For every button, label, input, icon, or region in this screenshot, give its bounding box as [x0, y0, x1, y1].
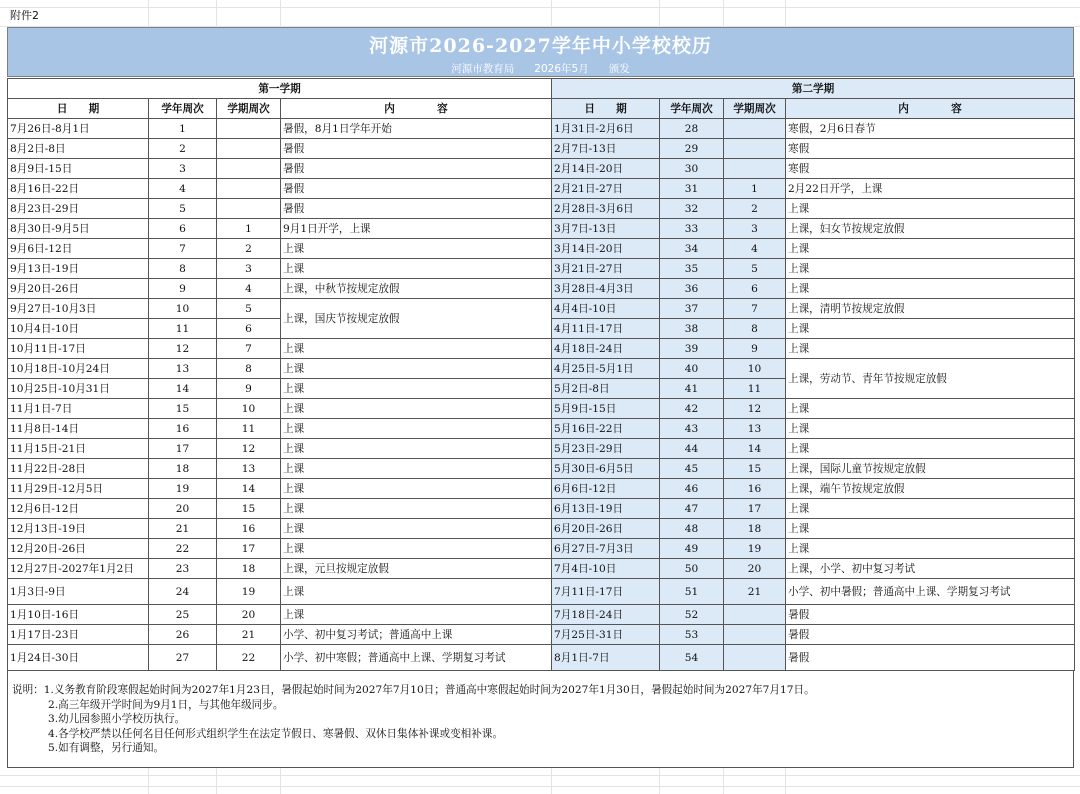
- s1-content-cell: 上课: [281, 499, 552, 519]
- s1-date-cell: 8月23日-29日: [8, 199, 149, 219]
- s1-year-week-cell: 2: [149, 139, 217, 159]
- s1-term-week-cell: [217, 179, 281, 199]
- s1-term-week-cell: 9: [217, 379, 281, 399]
- s1-date-cell: 8月16日-22日: [8, 179, 149, 199]
- table-row: [8, 159, 1075, 179]
- s1-year-week-cell: 4: [149, 179, 217, 199]
- s2-date-cell: 2月14日-20日: [552, 159, 660, 179]
- s1-term-week-cell: 7: [217, 339, 281, 359]
- s1-content-cell: 上课: [281, 439, 552, 459]
- s2-date-cell: 4月11日-17日: [552, 319, 660, 339]
- s1-content-cell: 上课: [281, 419, 552, 439]
- s2-content-cell: 暑假: [786, 645, 1075, 671]
- table-row: [8, 499, 1075, 519]
- note-line: 3.幼儿园参照小学校历执行。: [48, 713, 186, 725]
- s2-term-week-cell: 2: [724, 199, 786, 219]
- s2-date-cell: 4月25日-5月1日: [552, 359, 660, 379]
- s2-content-cell: 上课: [786, 499, 1075, 519]
- s2-date-cell: 5月30日-6月5日: [552, 459, 660, 479]
- s2-year-week-cell: 45: [660, 459, 724, 479]
- s2-year-week-cell: 33: [660, 219, 724, 239]
- s2-term-week-cell: 19: [724, 539, 786, 559]
- s1-date-cell: 10月18日-10月24日: [8, 359, 149, 379]
- semester2-title: 第二学期: [552, 79, 1075, 99]
- s2-content-cell: 上课，端午节按规定放假: [786, 479, 1075, 499]
- s1-content-cell: 9月1日开学，上课: [281, 219, 552, 239]
- s1-year-week-cell: 12: [149, 339, 217, 359]
- s2-content-cell: 上课: [786, 259, 1075, 279]
- s1-date-cell: 7月26日-8月1日: [8, 119, 149, 139]
- s2-date-cell: 5月9日-15日: [552, 399, 660, 419]
- s1-content-cell: 暑假，8月1日学年开始: [281, 119, 552, 139]
- s2-date-cell: 7月4日-10日: [552, 559, 660, 579]
- s2-year-week-cell: 31: [660, 179, 724, 199]
- table-row: [8, 645, 1075, 671]
- s2-year-week-cell: 40: [660, 359, 724, 379]
- table-row: [8, 419, 1075, 439]
- s1-date-cell: 11月15日-21日: [8, 439, 149, 459]
- s2-content-cell: 上课，清明节按规定放假: [786, 299, 1075, 319]
- s1-year-week-cell: 7: [149, 239, 217, 259]
- s2-term-week-cell: 5: [724, 259, 786, 279]
- s2-date-cell: 3月7日-13日: [552, 219, 660, 239]
- s2-content-cell: 上课，国际儿童节按规定放假: [786, 459, 1075, 479]
- s1-term-week-cell: 3: [217, 259, 281, 279]
- table-row: [8, 559, 1075, 579]
- s2-content-cell: 上课，小学、初中复习考试: [786, 559, 1075, 579]
- s2-date-cell: 6月6日-12日: [552, 479, 660, 499]
- calendar-table: [7, 78, 1075, 671]
- s2-term-week-cell: 4: [724, 239, 786, 259]
- s2-date-cell: 8月1日-7日: [552, 645, 660, 671]
- s1-term-week-cell: 13: [217, 459, 281, 479]
- table-row: [8, 579, 1075, 605]
- s2-term-week-cell: 12: [724, 399, 786, 419]
- s2-year-week-cell: 43: [660, 419, 724, 439]
- s2-date-cell: 2月28日-3月6日: [552, 199, 660, 219]
- s2-term-week-cell: [724, 159, 786, 179]
- s1-content-cell: 上课: [281, 605, 552, 625]
- s1-term-week-cell: 2: [217, 239, 281, 259]
- table-row: [8, 239, 1075, 259]
- table-row: [8, 359, 1075, 379]
- s2-date-cell: 4月18日-24日: [552, 339, 660, 359]
- s2-term-week-cell: 6: [724, 279, 786, 299]
- s2-term-week-cell: [724, 139, 786, 159]
- s1-content-cell: 上课: [281, 539, 552, 559]
- table-row: [8, 625, 1075, 645]
- s1-year-week-cell: 5: [149, 199, 217, 219]
- table-row: [8, 479, 1075, 499]
- s2-date-cell: 5月23日-29日: [552, 439, 660, 459]
- s1-year-week-cell: 21: [149, 519, 217, 539]
- s1-term-week-cell: 20: [217, 605, 281, 625]
- s1-term-week-cell: 19: [217, 579, 281, 605]
- s1-year-week-cell: 11: [149, 319, 217, 339]
- s2-year-week-cell: 32: [660, 199, 724, 219]
- s1-term-week-cell: 17: [217, 539, 281, 559]
- s2-year-week-cell: 52: [660, 605, 724, 625]
- s2-year-week-header: 学年周次: [660, 99, 724, 119]
- s1-content-cell: 上课: [281, 579, 552, 605]
- s2-date-cell: 6月27日-7月3日: [552, 539, 660, 559]
- s1-date-cell: 9月6日-12日: [8, 239, 149, 259]
- s1-year-week-cell: 26: [149, 625, 217, 645]
- s2-year-week-cell: 44: [660, 439, 724, 459]
- s1-year-week-cell: 22: [149, 539, 217, 559]
- s2-year-week-cell: 53: [660, 625, 724, 645]
- s1-year-week-cell: 25: [149, 605, 217, 625]
- s1-date-cell: 12月6日-12日: [8, 499, 149, 519]
- s2-year-week-cell: 35: [660, 259, 724, 279]
- s1-date-cell: 9月27日-10月3日: [8, 299, 149, 319]
- s2-term-week-cell: 15: [724, 459, 786, 479]
- semester1-title: 第一学期: [8, 79, 552, 99]
- s1-term-week-cell: 4: [217, 279, 281, 299]
- s1-date-cell: 12月27日-2027年1月2日: [8, 559, 149, 579]
- s2-term-week-cell: [724, 645, 786, 671]
- s2-year-week-cell: 47: [660, 499, 724, 519]
- s2-term-week-cell: 21: [724, 579, 786, 605]
- s1-content-cell: 上课: [281, 259, 552, 279]
- notes-box: [7, 670, 1074, 768]
- s1-term-week-cell: 18: [217, 559, 281, 579]
- s1-date-cell: 11月8日-14日: [8, 419, 149, 439]
- s1-year-week-cell: 3: [149, 159, 217, 179]
- attachment-label: 附件2: [10, 9, 39, 22]
- s1-year-week-cell: 24: [149, 579, 217, 605]
- s1-date-cell: 1月3日-9日: [8, 579, 149, 605]
- s1-date-cell: 11月29日-12月5日: [8, 479, 149, 499]
- s1-date-cell: 8月30日-9月5日: [8, 219, 149, 239]
- s1-content-cell: 上课: [281, 479, 552, 499]
- s2-date-cell: 5月2日-8日: [552, 379, 660, 399]
- s2-date-header: 日 期: [552, 99, 660, 119]
- s1-date-cell: 1月17日-23日: [8, 625, 149, 645]
- s1-date-cell: 9月13日-19日: [8, 259, 149, 279]
- s2-year-week-cell: 41: [660, 379, 724, 399]
- s2-year-week-cell: 29: [660, 139, 724, 159]
- s1-content-cell: 暑假: [281, 159, 552, 179]
- semester-title-row: [8, 79, 1075, 99]
- s2-term-week-cell: 9: [724, 339, 786, 359]
- table-row: [8, 339, 1075, 359]
- s1-term-week-cell: 16: [217, 519, 281, 539]
- s2-term-week-cell: 13: [724, 419, 786, 439]
- s1-term-week-cell: 14: [217, 479, 281, 499]
- issuer: 河源市教育局: [451, 63, 515, 75]
- s1-date-cell: 10月4日-10日: [8, 319, 149, 339]
- s1-date-cell: 8月9日-15日: [8, 159, 149, 179]
- note-line: 4.各学校严禁以任何名目任何形式组织学生在法定节假日、寒暑假、双休日集体补课或变相补课。: [48, 727, 504, 740]
- table-row: [8, 279, 1075, 299]
- s1-year-week-cell: 19: [149, 479, 217, 499]
- s1-content-cell: 上课，国庆节按规定放假: [281, 299, 552, 339]
- s2-year-week-cell: 36: [660, 279, 724, 299]
- s2-year-week-cell: 48: [660, 519, 724, 539]
- s1-content-cell: 上课，元旦按规定放假: [281, 559, 552, 579]
- s1-content-cell: 上课: [281, 339, 552, 359]
- s2-year-week-cell: 34: [660, 239, 724, 259]
- s2-date-cell: 2月21日-27日: [552, 179, 660, 199]
- s2-term-week-cell: 3: [724, 219, 786, 239]
- s1-content-cell: 小学、初中复习考试；普通高中上课: [281, 625, 552, 645]
- s2-term-week-cell: 17: [724, 499, 786, 519]
- s1-year-week-cell: 14: [149, 379, 217, 399]
- s1-term-week-cell: 6: [217, 319, 281, 339]
- s2-year-week-cell: 49: [660, 539, 724, 559]
- s1-term-week-cell: 1: [217, 219, 281, 239]
- s1-content-cell: 暑假: [281, 179, 552, 199]
- s1-year-week-header: 学年周次: [149, 99, 217, 119]
- s2-content-cell: 上课: [786, 399, 1075, 419]
- s1-date-cell: 1月10日-16日: [8, 605, 149, 625]
- s1-content-header: 内 容: [281, 99, 552, 119]
- s2-content-cell: 上课，妇女节按规定放假: [786, 219, 1075, 239]
- s2-date-cell: 3月14日-20日: [552, 239, 660, 259]
- column-header-row: [8, 99, 1075, 119]
- s2-year-week-cell: 42: [660, 399, 724, 419]
- s2-date-cell: 5月16日-22日: [552, 419, 660, 439]
- s1-date-cell: 1月24日-30日: [8, 645, 149, 671]
- s2-year-week-cell: 51: [660, 579, 724, 605]
- s1-content-cell: 上课: [281, 519, 552, 539]
- s2-content-cell: 上课，劳动节、青年节按规定放假: [786, 359, 1075, 399]
- issue-action: 颁发: [608, 63, 630, 75]
- s2-year-week-cell: 38: [660, 319, 724, 339]
- note-line: 5.如有调整，另行通知。: [48, 742, 165, 754]
- table-row: [8, 299, 1075, 319]
- s1-year-week-cell: 20: [149, 499, 217, 519]
- s2-term-week-cell: 20: [724, 559, 786, 579]
- s2-content-cell: 寒假，2月6日春节: [786, 119, 1075, 139]
- s1-year-week-cell: 18: [149, 459, 217, 479]
- table-row: [8, 399, 1075, 419]
- table-row: [8, 119, 1075, 139]
- s2-content-cell: 上课: [786, 539, 1075, 559]
- s2-year-week-cell: 39: [660, 339, 724, 359]
- table-row: [8, 199, 1075, 219]
- s2-date-cell: 6月13日-19日: [552, 499, 660, 519]
- s2-term-week-header: 学期周次: [724, 99, 786, 119]
- s2-term-week-cell: [724, 119, 786, 139]
- s1-term-week-cell: 10: [217, 399, 281, 419]
- s2-date-cell: 1月31日-2月6日: [552, 119, 660, 139]
- s1-date-cell: 12月20日-26日: [8, 539, 149, 559]
- s2-year-week-cell: 46: [660, 479, 724, 499]
- table-row: [8, 139, 1075, 159]
- s1-content-cell: 上课: [281, 399, 552, 419]
- s1-term-week-header: 学期周次: [217, 99, 281, 119]
- table-row: [8, 179, 1075, 199]
- s1-content-cell: 暑假: [281, 139, 552, 159]
- issue-line: [8, 61, 1073, 76]
- s2-term-week-cell: 11: [724, 379, 786, 399]
- s1-year-week-cell: 17: [149, 439, 217, 459]
- s1-year-week-cell: 9: [149, 279, 217, 299]
- s1-year-week-cell: 16: [149, 419, 217, 439]
- s2-term-week-cell: [724, 625, 786, 645]
- s1-date-cell: 9月20日-26日: [8, 279, 149, 299]
- s1-term-week-cell: 21: [217, 625, 281, 645]
- s1-date-header: 日 期: [8, 99, 149, 119]
- s1-term-week-cell: 22: [217, 645, 281, 671]
- s1-date-cell: 11月1日-7日: [8, 399, 149, 419]
- s2-content-cell: 小学、初中暑假；普通高中上课、学期复习考试: [786, 579, 1075, 605]
- s1-content-cell: 上课: [281, 239, 552, 259]
- s2-date-cell: 6月20日-26日: [552, 519, 660, 539]
- s1-content-cell: 上课: [281, 379, 552, 399]
- s1-date-cell: 8月2日-8日: [8, 139, 149, 159]
- s1-term-week-cell: 5: [217, 299, 281, 319]
- s1-term-week-cell: 12: [217, 439, 281, 459]
- page-title: 河源市2026-2027学年中小学校校历: [369, 35, 712, 57]
- s2-year-week-cell: 37: [660, 299, 724, 319]
- s2-term-week-cell: [724, 605, 786, 625]
- s1-year-week-cell: 27: [149, 645, 217, 671]
- s1-year-week-cell: 6: [149, 219, 217, 239]
- s1-content-cell: 上课: [281, 359, 552, 379]
- s1-year-week-cell: 10: [149, 299, 217, 319]
- s1-term-week-cell: 8: [217, 359, 281, 379]
- s2-term-week-cell: 14: [724, 439, 786, 459]
- s2-content-cell: 上课: [786, 519, 1075, 539]
- s2-content-cell: 上课: [786, 339, 1075, 359]
- s2-date-cell: 7月18日-24日: [552, 605, 660, 625]
- s2-term-week-cell: 16: [724, 479, 786, 499]
- issue-date: 2026年5月: [534, 63, 589, 75]
- s1-term-week-cell: [217, 119, 281, 139]
- s2-date-cell: 7月11日-17日: [552, 579, 660, 605]
- s1-year-week-cell: 15: [149, 399, 217, 419]
- s1-date-cell: 11月22日-28日: [8, 459, 149, 479]
- s2-date-cell: 4月4日-10日: [552, 299, 660, 319]
- s2-term-week-cell: 7: [724, 299, 786, 319]
- s2-year-week-cell: 28: [660, 119, 724, 139]
- table-row: [8, 219, 1075, 239]
- s1-content-cell: 上课，中秋节按规定放假: [281, 279, 552, 299]
- s1-year-week-cell: 8: [149, 259, 217, 279]
- s2-term-week-cell: 10: [724, 359, 786, 379]
- s2-content-cell: 暑假: [786, 625, 1075, 645]
- s1-term-week-cell: 11: [217, 419, 281, 439]
- s2-content-cell: 上课: [786, 279, 1075, 299]
- s1-date-cell: 10月11日-17日: [8, 339, 149, 359]
- s2-content-cell: 上课: [786, 319, 1075, 339]
- s1-date-cell: 10月25日-10月31日: [8, 379, 149, 399]
- s2-term-week-cell: 1: [724, 179, 786, 199]
- s2-date-cell: 3月28日-4月3日: [552, 279, 660, 299]
- s2-content-cell: 上课: [786, 239, 1075, 259]
- s2-term-week-cell: 18: [724, 519, 786, 539]
- s2-year-week-cell: 50: [660, 559, 724, 579]
- table-row: [8, 605, 1075, 625]
- s2-date-cell: 2月7日-13日: [552, 139, 660, 159]
- s1-year-week-cell: 13: [149, 359, 217, 379]
- s2-content-cell: 暑假: [786, 605, 1075, 625]
- s2-date-cell: 7月25日-31日: [552, 625, 660, 645]
- table-row: [8, 459, 1075, 479]
- table-row: [8, 439, 1075, 459]
- s1-date-cell: 12月13日-19日: [8, 519, 149, 539]
- title-banner: [7, 27, 1074, 77]
- s2-year-week-cell: 54: [660, 645, 724, 671]
- s1-content-cell: 上课: [281, 459, 552, 479]
- table-row: [8, 259, 1075, 279]
- s1-year-week-cell: 1: [149, 119, 217, 139]
- s2-year-week-cell: 30: [660, 159, 724, 179]
- s1-content-cell: 小学、初中寒假；普通高中上课、学期复习考试: [281, 645, 552, 671]
- s1-term-week-cell: [217, 159, 281, 179]
- note-line: 说明：1.义务教育阶段寒假起始时间为2027年1月23日，暑假起始时间为2027年7月10日；普通高中寒假起始时间为2027年1月30日，暑假起始时间为2027年7月17日。: [12, 684, 815, 696]
- s2-term-week-cell: 8: [724, 319, 786, 339]
- s2-content-cell: 上课: [786, 199, 1075, 219]
- s2-date-cell: 3月21日-27日: [552, 259, 660, 279]
- s1-content-cell: 暑假: [281, 199, 552, 219]
- s2-content-cell: 寒假: [786, 159, 1075, 179]
- s1-term-week-cell: [217, 139, 281, 159]
- s2-content-cell: 寒假: [786, 139, 1075, 159]
- s2-content-cell: 2月22日开学，上课: [786, 179, 1075, 199]
- s2-content-cell: 上课: [786, 439, 1075, 459]
- s1-term-week-cell: [217, 199, 281, 219]
- table-row: [8, 539, 1075, 559]
- s1-term-week-cell: 15: [217, 499, 281, 519]
- table-row: [8, 519, 1075, 539]
- s2-content-cell: 上课: [786, 419, 1075, 439]
- s2-content-header: 内 容: [786, 99, 1075, 119]
- note-line: 2.高三年级开学时间为9月1日，与其他年级同步。: [48, 698, 284, 711]
- s1-year-week-cell: 23: [149, 559, 217, 579]
